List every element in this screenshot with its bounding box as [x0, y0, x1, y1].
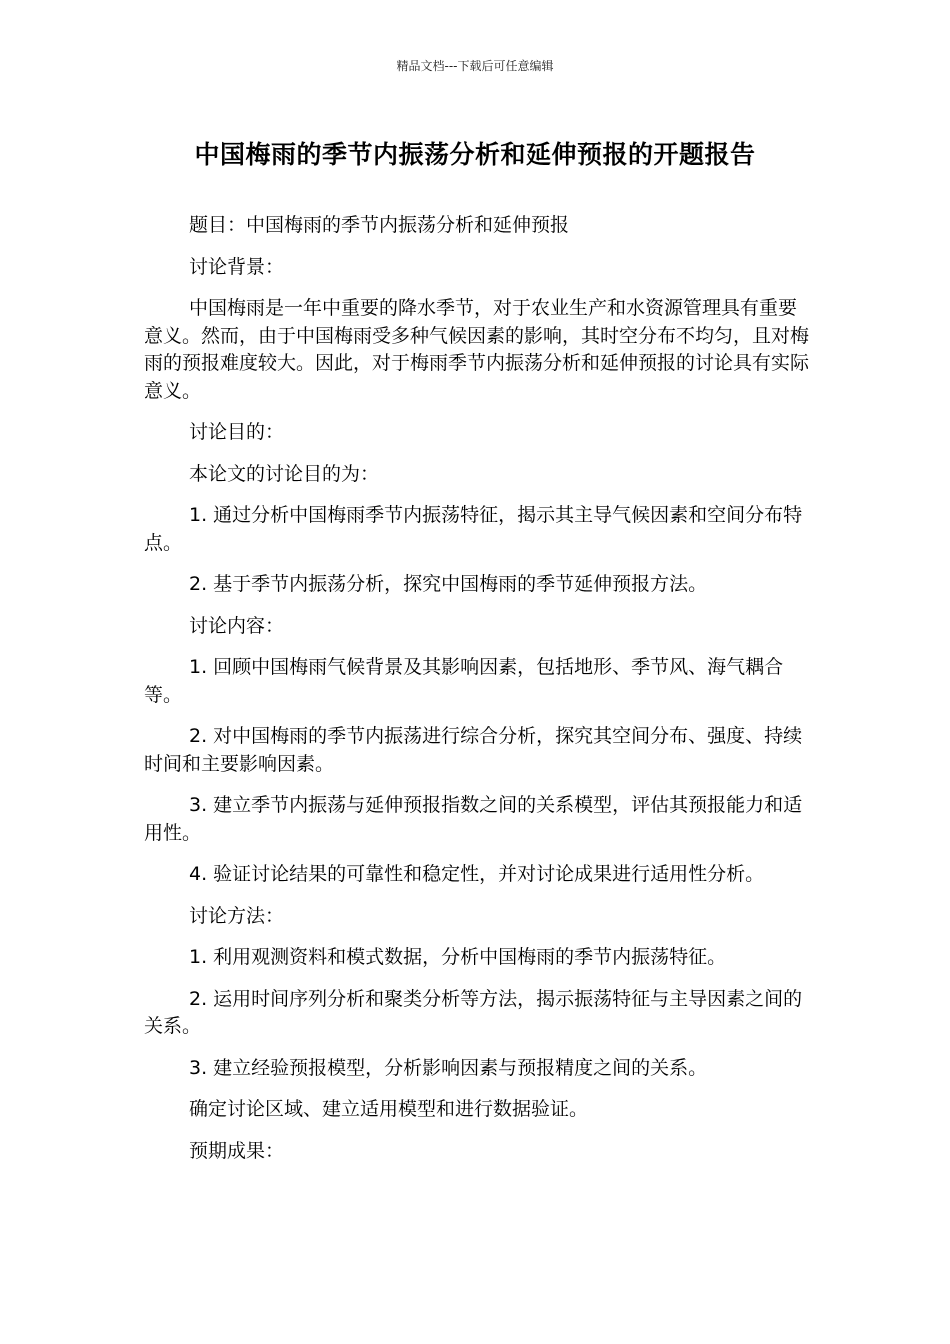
method-item-1: 1. 利用观测资料和模式数据，分析中国梅雨的季节内振荡特征。	[189, 946, 727, 968]
paragraph-topic: 题目：中国梅雨的季节内振荡分析和延伸预报	[189, 214, 570, 236]
document-body	[144, 212, 810, 1179]
method-item-2: 2. 运用时间序列分析和聚类分析等方法，揭示振荡特征与主导因素之间的关系。	[144, 987, 803, 1037]
content-item-1: 1. 回顾中国梅雨气候背景及其影响因素，包括地形、季节风、海气耦合等。	[144, 656, 784, 706]
content-item-4: 4. 验证讨论结果的可靠性和稳定性，并对讨论成果进行适用性分析。	[189, 863, 765, 885]
content-item-3: 3. 建立季节内振荡与延伸预报指数之间的关系模型，评估其预报能力和适用性。	[144, 794, 803, 844]
content-item-2: 2. 对中国梅雨的季节内振荡进行综合分析，探究其空间分布、强度、持续时间和主要影响因素。	[144, 725, 803, 775]
heading-method: 讨论方法：	[189, 904, 285, 927]
heading-background: 讨论背景：	[189, 255, 285, 278]
page-header: 精品文档---下载后可任意编辑	[396, 59, 554, 73]
paragraph-method-summary: 确定讨论区域、建立适用模型和进行数据验证。	[189, 1098, 589, 1120]
method-item-3: 3. 建立经验预报模型，分析影响因素与预报精度之间的关系。	[189, 1056, 708, 1079]
paragraph-background: 中国梅雨是一年中重要的降水季节，对于农业生产和水资源管理具有重要意义。然而，由于中国梅雨受多种气候因素的影响，其时空分布不均匀，且对梅雨的预报难度较大。因此，对于梅雨季节内振荡分析和延伸预报的讨论具有实际意义。	[144, 297, 810, 402]
document-title: 中国梅雨的季节内振荡分析和延伸预报的开题报告	[194, 140, 756, 169]
heading-expected-results: 预期成果：	[189, 1139, 285, 1162]
purpose-item-2: 2. 基于季节内振荡分析，探究中国梅雨的季节延伸预报方法。	[189, 573, 708, 595]
purpose-item-1: 1. 通过分析中国梅雨季节内振荡特征，揭示其主导气候因素和空间分布特点。	[144, 504, 803, 554]
heading-content: 讨论内容：	[189, 614, 285, 637]
heading-purpose: 讨论目的：	[189, 421, 285, 443]
paragraph-purpose-intro: 本论文的讨论目的为：	[189, 462, 380, 485]
